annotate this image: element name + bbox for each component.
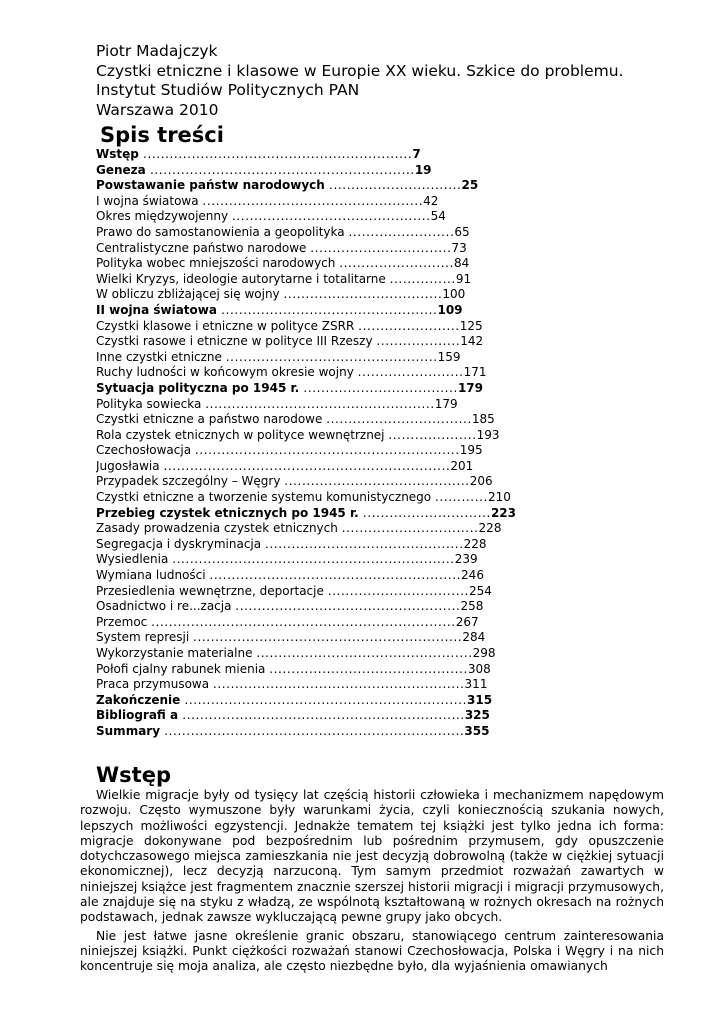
toc-entry-label: Czechosłowacja [96,443,192,458]
toc-entry-leader: .......................................... [284,474,470,489]
toc-entry-label: Ruchy ludności w końcowym okresie wojny [96,365,354,380]
toc-entry-page: 267 [455,614,479,629]
toc-entry-page: 171 [463,365,487,380]
toc-entry-leader: .................................................. [202,193,424,208]
toc-entry-label: Osadnictwo i re...zacja [96,599,232,614]
toc-entry-leader: .............................. [329,178,462,193]
toc-entry-label: Segregacja i dyskryminacja [96,536,262,551]
toc-entry-page: 179 [457,380,483,395]
toc-entry [96,474,526,490]
toc-entry [96,163,526,179]
toc-entry [96,662,526,678]
toc-entry-leader: ................................................................ [182,708,465,723]
toc-entry-leader: ............................................................ [149,162,415,177]
toc-entry-label: Powstawanie państw narodowych [96,178,325,193]
toc-entry-page: 179 [434,396,458,411]
toc-entry-label: Zasady prowadzenia czystek etnicznych [96,521,338,536]
toc-entry-label: I wojna światowa [96,193,199,208]
toc-entry [96,194,526,210]
toc-entry-page: 258 [460,599,484,614]
toc-entry-page: 142 [460,334,484,349]
toc-entry-page: 246 [461,568,484,583]
toc-entry-label: Summary [96,723,161,738]
toc-entry [96,693,526,709]
toc-entry-label: Wysiedlenia [96,552,169,567]
toc-entry-page: 201 [450,458,474,473]
paragraph-text: Wielkie migracje były od tysięcy lat częścią historii człowieka i mechanizmem napędowym rozwoju. Często wymuszone były warunkami życia, czyli koniecznością szukania nowych, lepszych możliwości egzystencji. Jednakże tematem tej książki jest tylko jedna ich forma: migracje dokonywane pod bezpośrednim lub pośrednim przymusem, gdy opuszczenie dotychczasowego miejsca zamieszkania nie jest decyzją dobrowolną (także w ciężkiej sytuacji ekonomicznej), lecz decyzją narzuconą. Tym samym przedmiot rozważań zawartych w niniejszej książce jest fragmentem znacznie szerszej historii migracji i migracji przymusowych, ale znajduje się na styku z władzą, ze wspólnotą kształtowaną w rożnych okresach na rożnych podstawach, jednak zawsze wykluczającą pewne grupy jako obcych. [80,788,664,925]
toc-entry-leader: .................................... [283,287,443,302]
toc-entry [96,241,526,257]
toc-entry-leader: ................................... [303,380,458,395]
toc-entry-page: 125 [459,318,483,333]
toc-entry-page: 84 [454,256,470,271]
toc-entry-page: 206 [469,474,493,489]
toc-entry [96,350,526,366]
section-body [80,788,664,975]
toc-entry-page: 298 [472,646,496,660]
toc-entry-page: 210 [487,490,511,505]
toc-entry [96,225,526,241]
toc-entry [96,615,526,631]
toc-entry-page: 73 [451,240,467,255]
toc-entry-label: Centralistyczne państwo narodowe [96,240,307,255]
toc-entry [96,443,526,459]
toc-entry-leader: ................................................ [225,349,438,364]
toc-entry-label: Przebieg czystek etnicznych po 1945 r. [96,505,359,520]
toc-entry [96,584,526,600]
toc-entry [96,708,526,724]
toc-entry-label: W obliczu zbliżającej się wojny [96,287,280,302]
toc-entry-page: 254 [468,583,492,598]
table-of-contents [96,147,526,740]
toc-entry [96,490,526,506]
toc-entry-page: 228 [478,521,502,536]
toc-entry-leader: ............................................................. [143,147,413,161]
toc-heading: Spis treści [100,123,224,147]
toc-entry-label: Czystki rasowe i etniczne w polityce III Rzeszy [96,334,373,349]
toc-entry-page: 159 [437,349,461,364]
toc-entry-leader: ............................... [341,521,479,536]
toc-entry [96,319,526,335]
toc-entry-leader: .................................................... [205,396,435,411]
toc-entry-leader: ................................................................ [172,552,455,567]
toc-entry-leader: ............................................................ [194,443,460,458]
toc-entry-page: 109 [437,302,463,317]
toc-entry [96,568,526,584]
toc-entry-page: 193 [476,427,500,442]
toc-entry [96,303,526,319]
toc-entry-label: Przypadek szczególny – Węgry [96,474,281,489]
toc-entry-page: 100 [442,287,466,302]
toc-entry-label: Wielki Kryzys, ideologie autorytarne i totalitarne [96,271,386,286]
toc-entry-label: Sytuacja polityczna po 1945 r. [96,380,300,395]
toc-entry-page: 311 [464,677,488,692]
place-year: Warszawa 2010 [96,100,219,119]
toc-entry-label: System represji [96,630,190,645]
toc-entry-label: Inne czystki etniczne [96,349,222,364]
toc-entry-leader: ....................... [358,318,460,333]
toc-entry-leader: ................................................... [235,599,461,614]
toc-entry-page: 239 [454,552,478,567]
toc-entry-label: Okres międzywojenny [96,209,229,224]
toc-entry-leader: ............................................. [264,536,464,551]
toc-entry [96,724,526,740]
toc-entry [96,646,526,662]
toc-entry-leader: ............ [434,490,488,505]
toc-entry-page: 7 [412,147,421,161]
toc-entry-leader: ................................................. [256,646,473,660]
toc-entry-leader: ............................................. [231,209,431,224]
toc-entry-page: 195 [459,443,483,458]
toc-entry-leader: ............................................................. [193,630,463,645]
toc-entry [96,552,526,568]
toc-entry-page: 355 [464,723,490,738]
toc-entry-page: 42 [423,193,439,208]
toc-entry-leader: .................... [388,427,477,442]
toc-entry-label: Wstęp [96,147,139,161]
toc-entry-leader: ................................................. [221,302,438,317]
toc-entry-label: Praca przymusowa [96,677,210,692]
toc-entry-leader: ........................ [348,224,455,239]
body-paragraph [80,788,664,926]
toc-entry-page: 65 [454,224,470,239]
toc-entry-label: Czystki klasowe i etniczne w polityce ZSRR [96,318,355,333]
toc-entry [96,537,526,553]
toc-entry-page: 325 [464,708,490,723]
toc-entry-leader: ..................................................................... [151,614,456,629]
toc-entry [96,334,526,350]
toc-entry [96,397,526,413]
toc-entry-page: 315 [467,692,493,707]
toc-entry-leader: .................................................................... [164,723,465,738]
toc-entry [96,287,526,303]
toc-entry-leader: ................... [376,334,461,349]
toc-entry [96,147,526,163]
toc-entry-label: Wykorzystanie materialne [96,646,253,660]
toc-entry [96,178,526,194]
toc-entry-leader: ................................. [326,412,472,427]
toc-entry-leader: ................................................................. [163,458,451,473]
toc-entry-page: 223 [490,505,517,520]
toc-entry [96,365,526,381]
paragraph-text: Nie jest łatwe jasne określenie granic obszaru, stanowiącego centrum zainteresowania niniejszej książki. Punkt ciężkości rozważań stanowi Czechosłowacja, Polska i Węgry i na nich koncentruje się moja analiza, ale często niezbędne było, dla wyjaśnienia omawianych [80,928,664,974]
toc-entry-page: 284 [462,630,486,645]
section-heading: Wstęp [96,763,171,787]
toc-entry-leader: ......................................................... [212,677,465,692]
toc-entry-label: Przesiedlenia wewnętrzne, deportacje [96,583,324,598]
toc-entry-leader: ......................................................... [209,568,462,583]
toc-entry-label: Polityka wobec mniejszości narodowych [96,256,336,271]
toc-entry-page: 228 [463,536,487,551]
toc-entry [96,630,526,646]
toc-entry-label: Jugosławia [96,458,160,473]
publisher: Instytut Studiów Politycznych PAN [96,81,360,99]
toc-entry-page: 185 [471,412,495,427]
toc-entry-label: Zakończenie [96,692,181,707]
toc-entry [96,521,526,537]
toc-entry-leader: ............... [389,271,456,286]
toc-entry [96,459,526,475]
toc-entry-label: Rola czystek etnicznych w polityce wewnętrznej [96,427,385,442]
toc-entry-label: Czystki etniczne a państwo narodowe [96,412,323,427]
toc-entry-label: Czystki etniczne a tworzenie systemu komunistycznego [96,490,432,505]
toc-entry-page: 19 [414,162,432,177]
toc-entry [96,506,526,522]
toc-entry-page: 308 [467,661,491,676]
toc-entry-leader: ............................. [362,505,491,520]
toc-entry [96,412,526,428]
toc-entry-page: 91 [455,271,472,286]
toc-entry [96,209,526,225]
toc-entry-leader: ................................................................ [184,692,467,707]
author-name: Piotr Madajczyk [96,42,218,60]
toc-entry [96,677,526,693]
toc-entry-leader: ............................................. [269,661,468,676]
toc-entry-label: Bibliografi a [96,708,179,723]
body-paragraph [80,929,664,975]
toc-entry [96,428,526,444]
toc-entry-page: 54 [430,209,446,224]
toc-entry-leader: ................................ [310,240,452,255]
toc-entry-page: 25 [461,178,479,193]
toc-entry [96,272,526,288]
book-title: Czystki etniczne i klasowe w Europie XX wieku. Szkice do problemu. [96,61,624,80]
toc-entry [96,256,526,272]
toc-entry-label: Połofi cjalny rabunek mienia [96,661,266,676]
toc-entry [96,381,526,397]
toc-entry-label: Geneza [96,162,146,177]
toc-entry-label: II wojna światowa [96,302,217,317]
toc-entry-leader: ................................ [327,583,469,598]
toc-entry-leader: ........................ [357,365,464,380]
document-header [96,42,623,120]
toc-entry-label: Prawo do samostanowienia a geopolityka [96,224,345,239]
toc-entry-leader: .......................... [339,256,454,271]
toc-entry-label: Wymiana ludności [96,568,206,583]
toc-entry [96,599,526,615]
toc-entry-label: Polityka sowiecka [96,396,202,411]
toc-entry-label: Przemoc [96,614,148,629]
